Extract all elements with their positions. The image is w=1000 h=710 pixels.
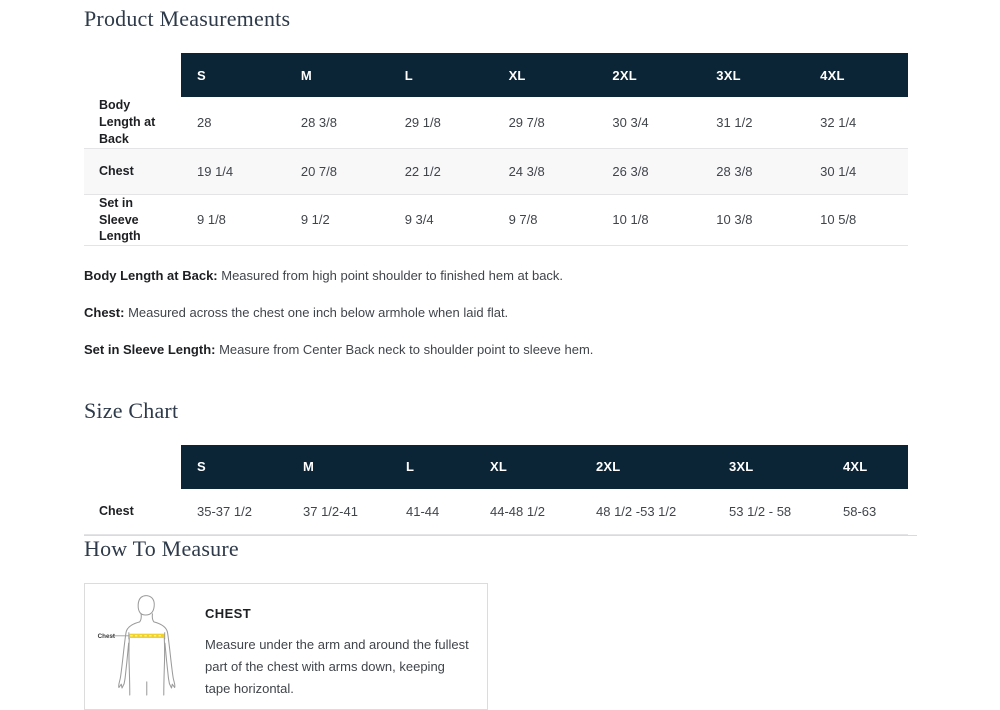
table-row-body-length [84,97,908,149]
table-header-row [84,53,908,97]
column-header-m: M [287,445,390,489]
definition-term: Body Length at Back: [84,268,218,284]
measure-card-heading: CHEST [205,605,252,621]
body-figure-illustration [97,592,189,701]
cell: 58-63 [827,489,908,535]
table-corner-cell [84,53,181,97]
column-header-4xl: 4XL [804,53,908,97]
cell: 22 1/2 [389,149,493,195]
cell: 31 1/2 [700,97,804,149]
column-header-m: M [285,53,389,97]
column-header-l: L [390,445,474,489]
cell: 30 1/4 [804,149,908,195]
cell: 35-37 1/2 [181,489,287,535]
row-label: Body Length at Back [84,97,181,149]
column-header-3xl: 3XL [713,445,827,489]
definition-chest [84,305,917,322]
definition-term: Chest: [84,305,125,321]
table-corner-cell [84,445,181,489]
cell: 20 7/8 [285,149,389,195]
column-header-4xl: 4XL [827,445,908,489]
cell: 29 7/8 [493,97,597,149]
table-row-chest-range [84,489,908,535]
definition-body-length [84,268,917,285]
page-content [84,0,917,710]
cell: 28 3/8 [285,97,389,149]
column-header-s: S [181,53,285,97]
table-header-row [84,445,908,489]
size-chart-title: Size Chart [84,397,179,423]
column-header-s: S [181,445,287,489]
size-chart-table [84,445,908,535]
table-row-chest [84,149,908,195]
cell: 48 1/2 -53 1/2 [580,489,713,535]
definition-sleeve-length [84,342,917,359]
cell: 10 1/8 [596,195,700,247]
measure-card-text [205,592,473,699]
cell: 10 5/8 [804,195,908,247]
measure-card-instructions: Measure under the arm and around the fullest part of the chest with arms down, keeping tape horizontal. [205,636,469,696]
cell: 9 1/2 [285,195,389,247]
cell: 9 1/8 [181,195,285,247]
cell: 9 3/4 [389,195,493,247]
how-to-measure-title: How To Measure [84,535,239,561]
definition-text: Measured across the chest one inch below armhole when laid flat. [124,305,509,321]
measurement-definitions [84,268,917,359]
row-label: Chest [84,149,181,195]
definition-term: Set in Sleeve Length: [84,342,216,358]
table-row-sleeve-length [84,195,908,247]
cell: 32 1/4 [804,97,908,149]
cell: 24 3/8 [493,149,597,195]
column-header-xl: XL [474,445,580,489]
cell: 41-44 [390,489,474,535]
definition-text: Measure from Center Back neck to shoulder point to sleeve hem. [215,342,594,358]
column-header-2xl: 2XL [580,445,713,489]
definition-text: Measured from high point shoulder to finished hem at back. [217,268,564,284]
cell: 28 [181,97,285,149]
product-measurements-table [84,53,908,246]
cell: 19 1/4 [181,149,285,195]
cell: 26 3/8 [596,149,700,195]
figure-chest-label: Chest [97,632,115,640]
column-header-2xl: 2XL [596,53,700,97]
cell: 44-48 1/2 [474,489,580,535]
cell: 30 3/4 [596,97,700,149]
cell: 53 1/2 - 58 [713,489,827,535]
row-label: Chest [84,489,181,535]
measure-card-chest [84,583,488,710]
product-measurements-title: Product Measurements [84,6,291,31]
column-header-3xl: 3XL [700,53,804,97]
torso-outline-icon [97,594,189,696]
column-header-l: L [389,53,493,97]
cell: 37 1/2-41 [287,489,390,535]
cell: 9 7/8 [493,195,597,247]
cell: 10 3/8 [700,195,804,247]
cell: 28 3/8 [700,149,804,195]
row-label: Set in Sleeve Length [84,195,181,247]
column-header-xl: XL [493,53,597,97]
cell: 29 1/8 [389,97,493,149]
